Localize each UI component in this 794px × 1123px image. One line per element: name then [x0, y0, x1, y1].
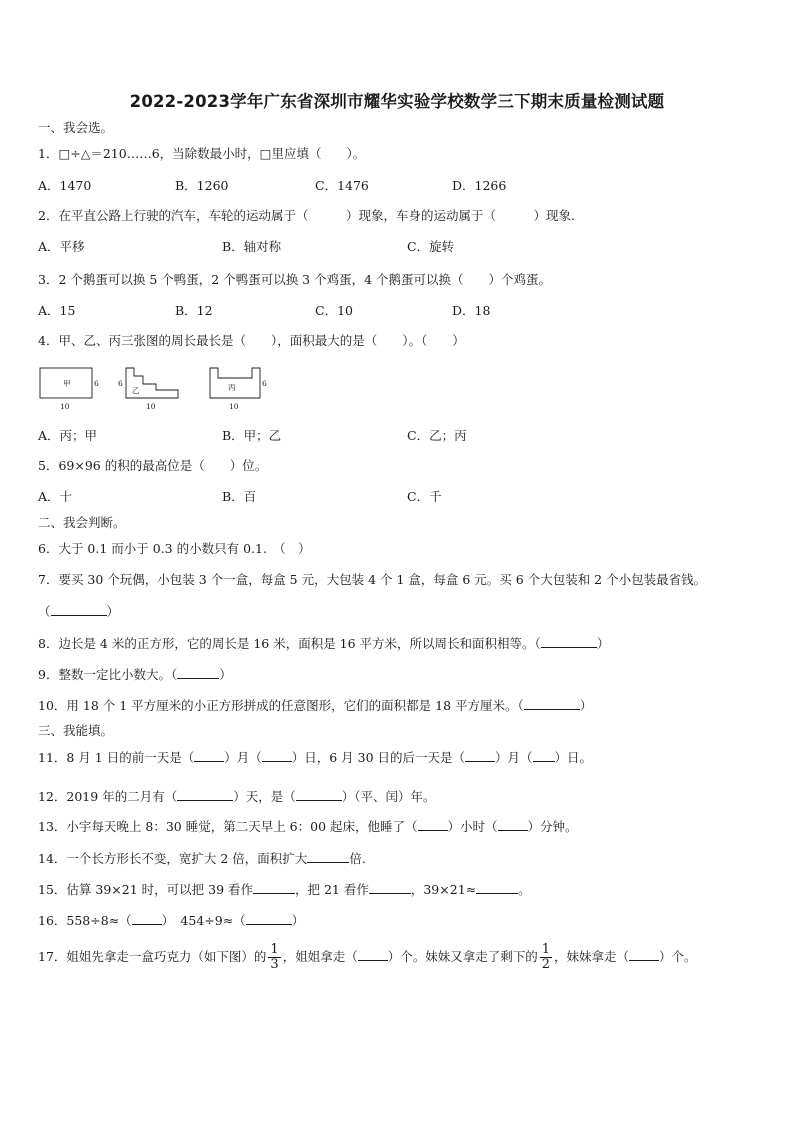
question-3: 3．2 个鹅蛋可以换 5 个鸭蛋，2 个鸭蛋可以换 3 个鸡蛋，4 个鹅蛋可以换（ ）个鸡蛋。: [38, 272, 552, 287]
question-5: 5．69×96 的积的最高位是（ ）位。: [38, 458, 268, 473]
q16-blank-1[interactable]: [132, 912, 162, 925]
fraction-1-denominator: 3: [270, 957, 279, 972]
question-7-answer: [38, 603, 119, 620]
q11-blank-2[interactable]: [262, 749, 292, 762]
q2-option-c: C．旋转: [407, 239, 455, 254]
q16-blank-2[interactable]: [246, 912, 292, 925]
q17-text-5: ）个。: [659, 949, 697, 964]
q17-text-3: ）个。妹妹又拿走了剩下的: [387, 949, 538, 964]
q14-text-1: 14．一个长方形长不变，宽扩大 2 倍，面积扩大: [38, 851, 308, 866]
q12-text-3: ）（平、闰）年。: [341, 789, 436, 804]
q11-text-5: ）日。: [554, 750, 593, 765]
fraction-one-half: [540, 943, 552, 972]
q11-blank-1[interactable]: [194, 749, 224, 762]
q12-blank-1[interactable]: [177, 788, 233, 801]
question-1: 1．□÷△＝210……6，当除数最小时，□里应填（ ）。: [38, 146, 366, 161]
question-16: [38, 912, 304, 929]
q13-text-2: ）小时（: [447, 819, 498, 834]
shape-jia-label: 甲: [63, 379, 71, 388]
q7-paren-open: （: [38, 604, 51, 619]
q11-text-2: ）月（: [224, 750, 262, 765]
section-2-heading: 二、我会判断。: [38, 515, 126, 530]
q9-answer-blank[interactable]: [177, 666, 219, 679]
q1-option-b: B．1260: [175, 178, 229, 193]
q10-paren-close: ）: [579, 698, 593, 713]
shape-yi-side: 6: [118, 379, 123, 388]
q4-shapes-figure: [36, 360, 276, 416]
question-6: 6．大于 0.1 而小于 0.3 的小数只有 0.1. （ ）: [38, 541, 311, 556]
q10-answer-blank[interactable]: [524, 697, 580, 710]
q3-option-d: D．18: [452, 303, 491, 318]
q17-text-1: 17．姐姐先拿走一盒巧克力（如下图）的: [38, 949, 267, 964]
shape-jia-bottom: 10: [60, 402, 70, 411]
fraction-one-third: [268, 943, 280, 972]
fraction-2-numerator: 1: [541, 942, 551, 957]
q10-text: 10．用 18 个 1 平方厘米的小正方形拼成的任意图形，它们的面积都是 18 平方厘米。（: [38, 698, 524, 713]
section-1-heading: 一、我会选。: [38, 120, 114, 135]
question-9: [38, 666, 232, 683]
shape-bing-bottom: 10: [229, 402, 239, 411]
q13-text-3: ）分钟。: [527, 819, 578, 834]
q15-blank-1[interactable]: [253, 881, 295, 894]
q8-paren-close: ）: [596, 636, 610, 651]
q17-text-2: ，姐姐拿走（: [282, 949, 358, 964]
q14-text-2: 倍.: [349, 851, 366, 866]
q5-option-a: A．十: [38, 489, 73, 504]
question-11: [38, 749, 592, 766]
q14-blank[interactable]: [307, 850, 349, 863]
question-8: [38, 635, 609, 652]
q7-answer-blank[interactable]: [51, 603, 107, 616]
shape-bing-label: 丙: [228, 383, 236, 392]
q11-text-4: ）月（: [495, 750, 533, 765]
fraction-1-numerator: 1: [270, 942, 279, 957]
q11-blank-3[interactable]: [465, 749, 495, 762]
q1-option-c: C．1476: [315, 178, 369, 193]
q5-option-c: C．千: [407, 489, 442, 504]
shape-yi-bottom: 10: [146, 402, 156, 411]
q4-option-a: A．丙；甲: [38, 428, 98, 443]
q11-blank-4[interactable]: [533, 749, 555, 762]
question-13: [38, 818, 578, 835]
q11-text-3: ）日，6 月 30 日的后一天是（: [291, 750, 466, 765]
question-4: 4．甲、乙、丙三张图的周长最长是（ ），面积最大的是（ ）。（ ）: [38, 333, 465, 348]
q1-option-d: D．1266: [452, 178, 507, 193]
q13-blank-2[interactable]: [498, 818, 528, 831]
q7-paren-close: ）: [106, 604, 120, 619]
q2-option-b: B．轴对称: [222, 239, 282, 254]
q17-blank-1[interactable]: [358, 948, 388, 961]
exam-title: 2022-2023学年广东省深圳市耀华实验学校数学三下期末质量检测试题: [129, 92, 665, 111]
q4-option-c: C．乙；丙: [407, 428, 467, 443]
question-14: [38, 850, 366, 867]
q17-blank-2[interactable]: [629, 948, 659, 961]
question-10: [38, 697, 592, 714]
fraction-2-denominator: 2: [541, 957, 551, 972]
q4-option-b: B．甲；乙: [222, 428, 282, 443]
q1-option-a: A．1470: [38, 178, 92, 193]
q9-text: 9．整数一定比小数大。（: [38, 667, 178, 682]
q3-option-a: A．15: [38, 303, 76, 318]
q15-text-3: ，39×21≈: [410, 882, 477, 897]
q8-text: 8．边长是 4 米的正方形，它的周长是 16 米，面积是 16 平方米，所以周长和面积相等。（: [38, 636, 541, 651]
q12-text-2: ）天，是（: [233, 789, 296, 804]
question-2: 2．在平直公路上行驶的汽车，车轮的运动属于（ ）现象，车身的运动属于（ ）现象.: [38, 208, 575, 223]
q8-answer-blank[interactable]: [541, 635, 597, 648]
question-15: [38, 881, 531, 898]
q5-option-b: B．百: [222, 489, 257, 504]
section-3-heading: 三、我能填。: [38, 723, 114, 738]
shape-bing-side: 6: [262, 379, 267, 388]
q13-blank-1[interactable]: [418, 818, 448, 831]
q16-text-2: ） 454÷9≈（: [161, 913, 246, 928]
q12-text-1: 12．2019 年的二月有（: [38, 789, 178, 804]
q9-paren-close: ）: [219, 667, 232, 682]
question-7: 7．要买 30 个玩偶，小包装 3 个一盒，每盒 5 元，大包装 4 个 1 盒，每盒 6 元。买 6 个大包装和 2 个小包装最省钱。: [38, 572, 707, 587]
q15-blank-2[interactable]: [369, 881, 411, 894]
q15-text-1: 15．估算 39×21 时，可以把 39 看作: [38, 882, 253, 897]
q16-text-3: ）: [291, 913, 305, 928]
q3-option-b: B．12: [175, 303, 213, 318]
q12-blank-2[interactable]: [296, 788, 342, 801]
q15-text-2: ，把 21 看作: [295, 882, 369, 897]
q15-text-4: 。: [518, 882, 531, 897]
q15-blank-3[interactable]: [476, 881, 518, 894]
q3-option-c: C．10: [315, 303, 353, 318]
question-12: [38, 788, 435, 805]
q2-option-a: A．平移: [38, 239, 85, 254]
shape-jia-side: 6: [94, 379, 99, 388]
q16-text-1: 16．558÷8≈（: [38, 913, 132, 928]
q11-text-1: 11．8 月 1 日的前一天是（: [38, 750, 195, 765]
q13-text-1: 13．小宇每天晚上 8：30 睡觉，第二天早上 6：00 起床，他睡了（: [38, 819, 418, 834]
question-17: [38, 942, 697, 972]
shape-yi-label: 乙: [132, 386, 140, 395]
q17-text-4: ，妹妹拿走（: [554, 949, 630, 964]
